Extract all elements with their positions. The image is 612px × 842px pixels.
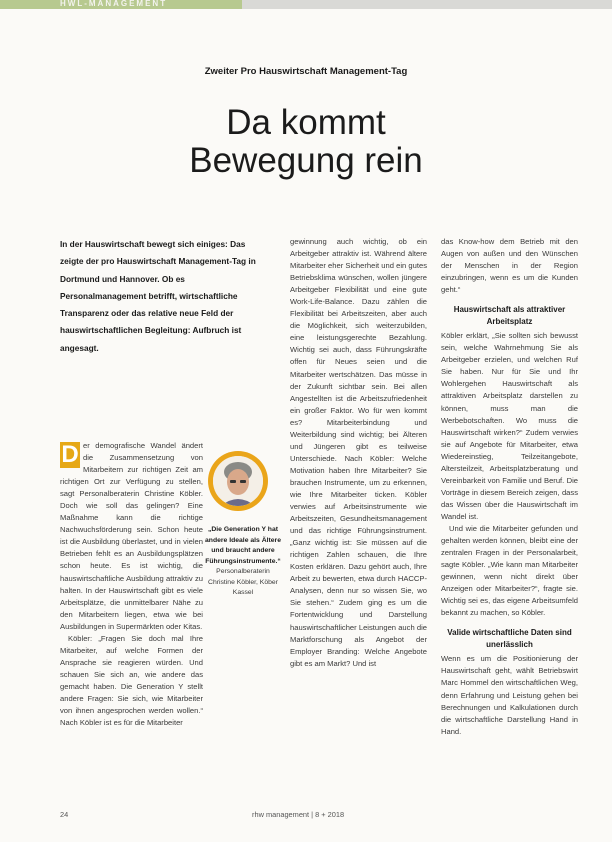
column-2-text: gewinnung auch wichtig, ob ein Arbeitgeber attraktiv ist. Während ältere Mitarbeiter eher Sicherheit und ein gutes Betriebsklima wünschen, wollen jüngere Arbeitgeber Flexibilität und eine gute Work-Life-Balance. Dazu zählen die Flexibilität bei Arbeitszeiten, aber auch die Möglichkeit, sich weiterzubilden, eine leistungsgerechte Bezahlung. Wichtig sei auch, dass Führungskräfte offen für Neues seien und die Mitarbeiter wertschätzen. Das müsse in der Zukunft sichtbar sein. Bei allen Angestellten ist die Arbeitszufriedenheit ein großer Faktor. Wo für wen kommt es? Mitarbeiterbindung und Weiterbildung sind wichtig; bei Älteren und Jüngeren gibt es teilweise Unterschiede. Nach Köbler: Welche Motivation haben Ihre Mitarbeiter? Sie brauchen Instrumente, um zu erkennen, wie Ihre Mitarbeiter ticken. Köbler verwies auf Arbeitsinstrumente wie Arbeitszeiten, Gesundheitsmanagement und das richtige Führungsinstrument. „Ganz wichtig ist: Sie müssen auf die richtigen Zahlen schauen, die Ihre Kosten erklären. Dazu gehört auch, Ihre Arbeit zu bewerten, etwa durch HACCP-Analysen, denn nur so wissen Sie, wo Sie stehen.“ Zudem ging es um die Fortentwicklung und Darstellung hauswirtschaftlicher Leistungen auch die Marktforschung als Angebot der Employer Branding: Welche Angebote gibt es am Markt? Und ist xyxy=(290,237,427,668)
lead-paragraph: In der Hauswirtschaft bewegt sich einiges: Das zeigte der pro Hauswirtschaft Management-Tag in Dortmund und Hannover. Ob es Personalmanagement betrifft, wirtschaftliche Transparenz oder das relative neue Feld der hauswirtschaftlichen Begleitung: Aufbruch ist angesagt. xyxy=(60,239,256,353)
section-bar-gray xyxy=(242,0,612,9)
column-2 xyxy=(290,236,427,670)
portrait-photo xyxy=(208,451,268,511)
subheading-1: Hauswirtschaft als attraktiver Arbeitsplatz xyxy=(453,305,566,327)
column-3 xyxy=(441,236,578,738)
headline-line-2: Bewegung rein xyxy=(189,141,423,180)
section-tag: HWL-MANAGEMENT xyxy=(60,0,168,8)
column-1 xyxy=(60,236,256,357)
column-3-paragraph-1: das Know-how dem Betrieb mit den Augen von außen und den Wünschen der Menschen in der Region einzubringen, wenn es um die Kunden geht.“ xyxy=(441,237,578,295)
headline xyxy=(0,104,612,180)
page-number: 24 xyxy=(60,810,69,819)
column-3-paragraph-3: Und wie die Mitarbeiter gefunden und gehalten werden können, bleibt eine der zentralen Fragen in der Personalarbeit, sagte Köbler. „Wie kann man Mitarbeiter gewinnen, wenn nicht direkt über Anzeigen oder Mitarbeiter?“, fragte sie. Wichtig sei es, das eigene Arbeitsumfeld bekannt zu machen, so Köbler. xyxy=(441,523,578,618)
person-illustration xyxy=(213,456,263,506)
column-3-paragraph-4: Wenn es um die Positionierung der Hauswirtschaft geht, wählt Betriebswirt Marc Hommel den wirtschaftlichen Weg, denn Erfahrung und Leistung gehen bei Berechnungen und Kalkulationen durch die wirtschaftliche Darstellung Hand in Hand. xyxy=(441,654,578,736)
body-paragraph-1-text: er demografische Wandel ändert die Zusammensetzung von Mitarbeitern zur richtigen Zeit am richtigen Ort zur Verfügung zu stellen, sagt Personalberaterin Christine Köbler. Doch wie soll das gelingen? Eine Maßnahme kann die richtige Nachwuchsförderung sein. Schon heute ist die Ausbildung überlastet, und in vielen Betrieben fehlt es an Ausbildungsplätzen schon heute. Es ist wichtig, die hauswirtschaftliche Ausbildung attraktiv zu halten. In der Hauswirtschaft gibt es viele Arbeitsplätze, die unmittelbarer Nähe zu den Mitarbeitern liegen, etwa wie bei Ausbildungen in Supermärkten oder Kitas. xyxy=(60,441,203,631)
magazine-issue: rhw management | 8 + 2018 xyxy=(252,810,345,819)
subheading-2: Valide wirtschaftliche Daten sind unerlässlich xyxy=(447,628,572,650)
pull-quote-text: „Die Generation Y hat andere Ideale als Ältere und braucht andere Führungsinstrumente.“ xyxy=(205,526,281,565)
pull-quote xyxy=(203,525,283,599)
headline-line-1: Da kommt xyxy=(226,103,386,142)
portrait-image xyxy=(213,456,263,506)
body-paragraph-2: Köbler: „Fragen Sie doch mal Ihre Mitarbeiter, auf welche Formen der Ansprache sie reagieren würden. Und schauen Sie sich an, wie andere das gemacht haben. Die Generation Y stellt andere Fragen: Sie sich, wie Mitarbeiter von ihnen angesprochen werden wollen.“ Nach Köbler ist es für die Mitarbeiter xyxy=(60,633,203,728)
drop-cap: D xyxy=(61,441,79,468)
column-1-body xyxy=(60,440,203,729)
column-3-paragraph-2: Köbler erklärt, „Sie sollten sich bewusst sein, welche Wahrnehmung Sie als Arbeitgeber erzielen, und welchen Ruf Sie haben. Nur für Sie und Ihr Wohlergehen Hauswirtschaft als attraktiven Arbeitsplatz darstellen zu können, muss man die Werbebotschaften. Wo muss die Hauswirtschaft wirken?“ Zudem verwies sie auf Angebote für Mitarbeiter, etwa Wiedereinstieg, Teilzeitangebote, Altersteilzeit, Arbeitsplatzberatung und Vereinbarkeit von Familie und Beruf. Die Vorträge in diesem Bereich zeigen, dass das Wissen über die Hauswirtschaft im Wandel ist. xyxy=(441,331,578,521)
kicker: Zweiter Pro Hauswirtschaft Management-Tag xyxy=(204,66,408,77)
body-paragraph-1 xyxy=(60,440,203,633)
pull-quote-source: Personalberaterin Christine Köbler, Köber Kassel xyxy=(208,568,278,596)
section-bar xyxy=(0,0,612,9)
